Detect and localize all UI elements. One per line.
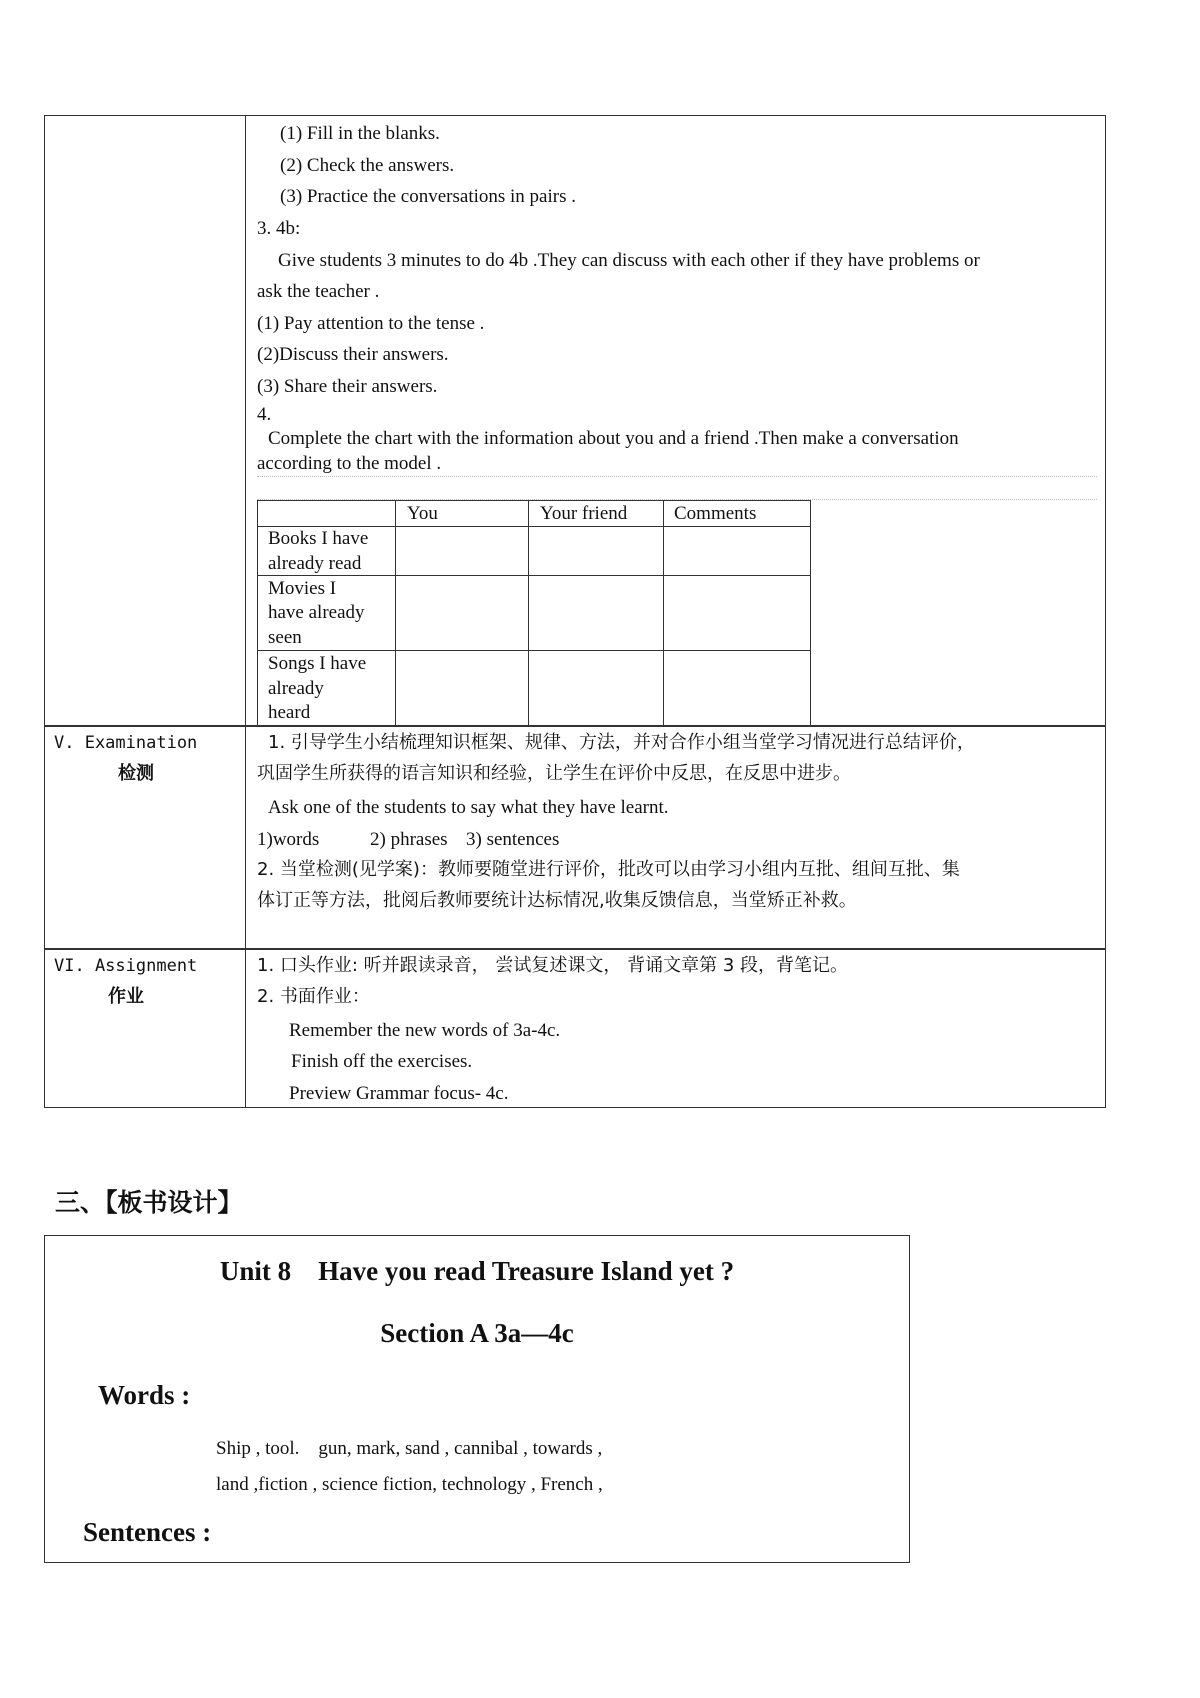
chart-line	[257, 526, 811, 527]
chart-header-you: You	[407, 503, 438, 524]
step-text: (2)Discuss their answers.	[257, 344, 449, 365]
chart-line	[257, 500, 258, 725]
row-divider	[44, 725, 1106, 727]
words-line: Ship , tool. gun, mark, sand , cannibal , towards ,	[216, 1438, 603, 1459]
step-text: Give students 3 minutes to do 4b .They can discuss with each other if they have problems or	[278, 250, 980, 271]
board-title: Unit 8 Have you read Treasure Island yet ?	[219, 1256, 735, 1286]
board-design-box	[44, 1235, 910, 1563]
step-text: (1) Fill in the blanks.	[280, 123, 440, 144]
chart-line	[257, 650, 811, 651]
sentences-label: Sentences :	[83, 1517, 212, 1547]
column-divider	[245, 115, 246, 1108]
chart-line	[528, 500, 529, 725]
exam-text: Ask one of the students to say what they have learnt.	[268, 797, 669, 818]
exam-item: 2) phrases	[370, 829, 448, 850]
assignment-text: Remember the new words of 3a-4c.	[289, 1020, 561, 1041]
table-border-left	[44, 115, 45, 1108]
examination-label: V. Examination	[54, 733, 198, 753]
words-label: Words :	[98, 1380, 191, 1410]
chart-line	[663, 500, 664, 725]
chart-row-label: Movies I	[268, 578, 337, 599]
chart-line	[257, 575, 811, 576]
chart-header-friend: Your friend	[540, 503, 628, 524]
exam-item: 1)words	[257, 829, 320, 850]
dotted-guide	[257, 476, 1097, 477]
chart-row-label: have already	[268, 602, 365, 623]
assignment-text: 1. 口头作业: 听并跟读录音， 尝试复述课文， 背诵文章第 3 段，背笔记。	[257, 955, 849, 976]
chart-line	[810, 500, 811, 725]
chart-row-label: already	[268, 678, 324, 699]
step-text: (2) Check the answers.	[280, 155, 455, 176]
step-heading: 4.	[257, 404, 272, 425]
assignment-label-cn: 作业	[108, 986, 144, 1007]
step-text: (3) Share their answers.	[257, 376, 438, 397]
assignment-label: VI. Assignment	[54, 956, 198, 976]
words-line: land ,fiction , science fiction, technology , French ,	[216, 1474, 603, 1495]
board-heading: 三、【板书设计】	[55, 1188, 243, 1217]
exam-item: 3) sentences	[466, 829, 560, 850]
assignment-text: Finish off the exercises.	[291, 1051, 473, 1072]
chart-row-label: already read	[268, 553, 362, 574]
table-border-right	[1105, 115, 1106, 1108]
chart-line	[257, 500, 811, 501]
chart-row-label: heard	[268, 702, 311, 723]
table-border-top	[44, 115, 1106, 116]
exam-text: 2. 当堂检测(见学案)：教师要随堂进行评价，批改可以由学习小组内互批、组间互批、集	[257, 859, 960, 880]
step-text: (3) Practice the conversations in pairs .	[280, 186, 576, 207]
chart-header-comments: Comments	[674, 503, 757, 524]
step-text: Complete the chart with the information about you and a friend .Then make a conversation	[268, 428, 959, 449]
chart-row-label: seen	[268, 627, 302, 648]
exam-text: 巩固学生所获得的语言知识和经验，让学生在评价中反思，在反思中进步。	[257, 763, 851, 784]
row-divider	[44, 948, 1106, 950]
examination-label-cn: 检测	[118, 763, 154, 784]
exam-text: 体订正等方法，批阅后教师要统计达标情况,收集反馈信息，当堂矫正补救。	[257, 890, 857, 911]
chart-row-label: Books I have	[268, 528, 369, 549]
assignment-text: Preview Grammar focus- 4c.	[289, 1083, 509, 1104]
step-text: ask the teacher .	[257, 281, 380, 302]
step-text: (1) Pay attention to the tense .	[257, 313, 485, 334]
step-text: according to the model .	[257, 453, 442, 474]
board-section: Section A 3a—4c	[380, 1318, 574, 1348]
chart-row-label: Songs I have	[268, 653, 367, 674]
table-border-bottom	[44, 1107, 1106, 1108]
exam-text: 1. 引导学生小结梳理知识框架、规律、方法，并对合作小组当堂学习情况进行总结评价，	[268, 732, 975, 753]
chart-line	[395, 500, 396, 725]
assignment-text: 2. 书面作业：	[257, 986, 370, 1007]
step-heading: 3. 4b:	[257, 218, 301, 239]
